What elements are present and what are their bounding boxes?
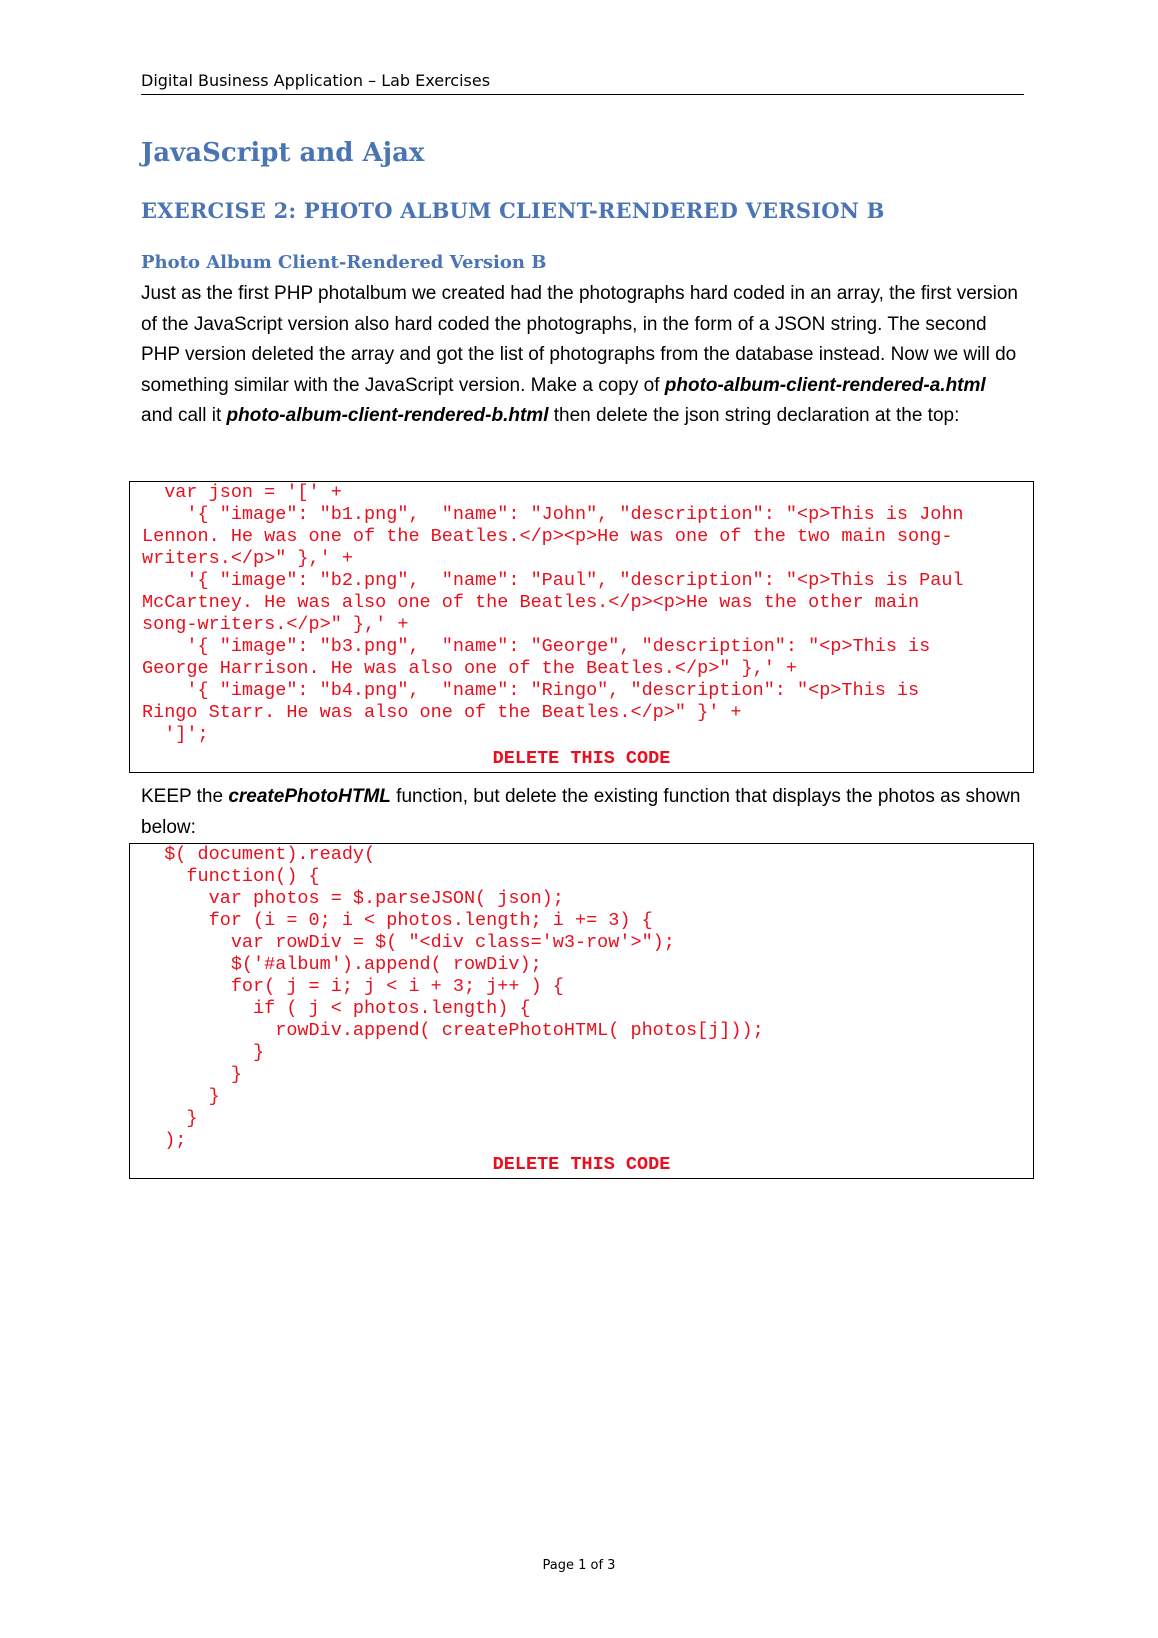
delete-label-1: DELETE THIS CODE <box>492 748 671 769</box>
header-text: Digital Business Application – Lab Exercises <box>141 71 491 90</box>
document-title: JavaScript and Ajax <box>141 138 425 168</box>
keep-paragraph <box>141 782 1021 843</box>
section-heading: Photo Album Client-Rendered Version B <box>141 252 547 273</box>
function-name: createPhotoHTML <box>228 786 391 807</box>
page-footer: Page 1 of 3 <box>542 1558 616 1573</box>
ready-code-box <box>129 843 1034 1179</box>
intro-text-3: then delete the json string declaration at the top: <box>548 405 960 426</box>
page-header <box>141 70 1024 95</box>
keep-text-1: KEEP the <box>141 786 229 807</box>
exercise-heading: EXERCISE 2: PHOTO ALBUM CLIENT-RENDERED VERSION B <box>141 198 885 223</box>
keep-text-2: function, but delete the existing function that displays the photos as shown below: <box>141 786 1021 838</box>
delete-label-2: DELETE THIS CODE <box>492 1154 671 1175</box>
ready-code: $( document).ready( function() { var photos = $.parseJSON( json); for (i = 0; i < photos.length; i += 3) { var rowDiv = $( "<div class='w3-row'>"); $('#album').append( rowDiv); for( j = i; j < i + 3; j++ ) { if ( j < photos.length) { rowDiv.append( createPhotoHTML( photos[j])); } } } } ); <box>164 844 764 1151</box>
json-code-box <box>129 481 1034 773</box>
intro-paragraph <box>141 279 1021 432</box>
intro-text-2: and call it <box>141 405 227 426</box>
json-code: var json = '[' + '{ "image": "b1.png", "name": "John", "description": "<p>This is John Lennon. He was one of the Beatles.</p><p>He was one of the two main song- writers.</p>" },' + '{ "image": "b2.png", "name": "Paul", "description": "<p>This is Paul McCartney. He was also one of the Beatles.</p><p>He was the other main song-writers.</p>" },' + '{ "image": "b3.png", "name": "George", "description": "<p>This is George Harrison. He was also one of the Beatles.</p>" },' + '{ "image": "b4.png", "name": "Ringo", "description": "<p>This is Ringo Starr. He was also one of the Beatles.</p>" }' + ']'; <box>142 482 964 745</box>
intro-text-1: Just as the first PHP photalbum we created had the photographs hard coded in an array, the first version of the JavaScript version also hard coded the photographs, in the form of a JSON string. The second PHP version deleted the array and got the list of photographs from the database instead. Now we will do something similar with the JavaScript version. Make a copy of <box>141 283 1018 396</box>
filename-b: photo-album-client-rendered-b.html <box>226 405 549 426</box>
filename-a: photo-album-client-rendered-a.html <box>664 374 986 396</box>
